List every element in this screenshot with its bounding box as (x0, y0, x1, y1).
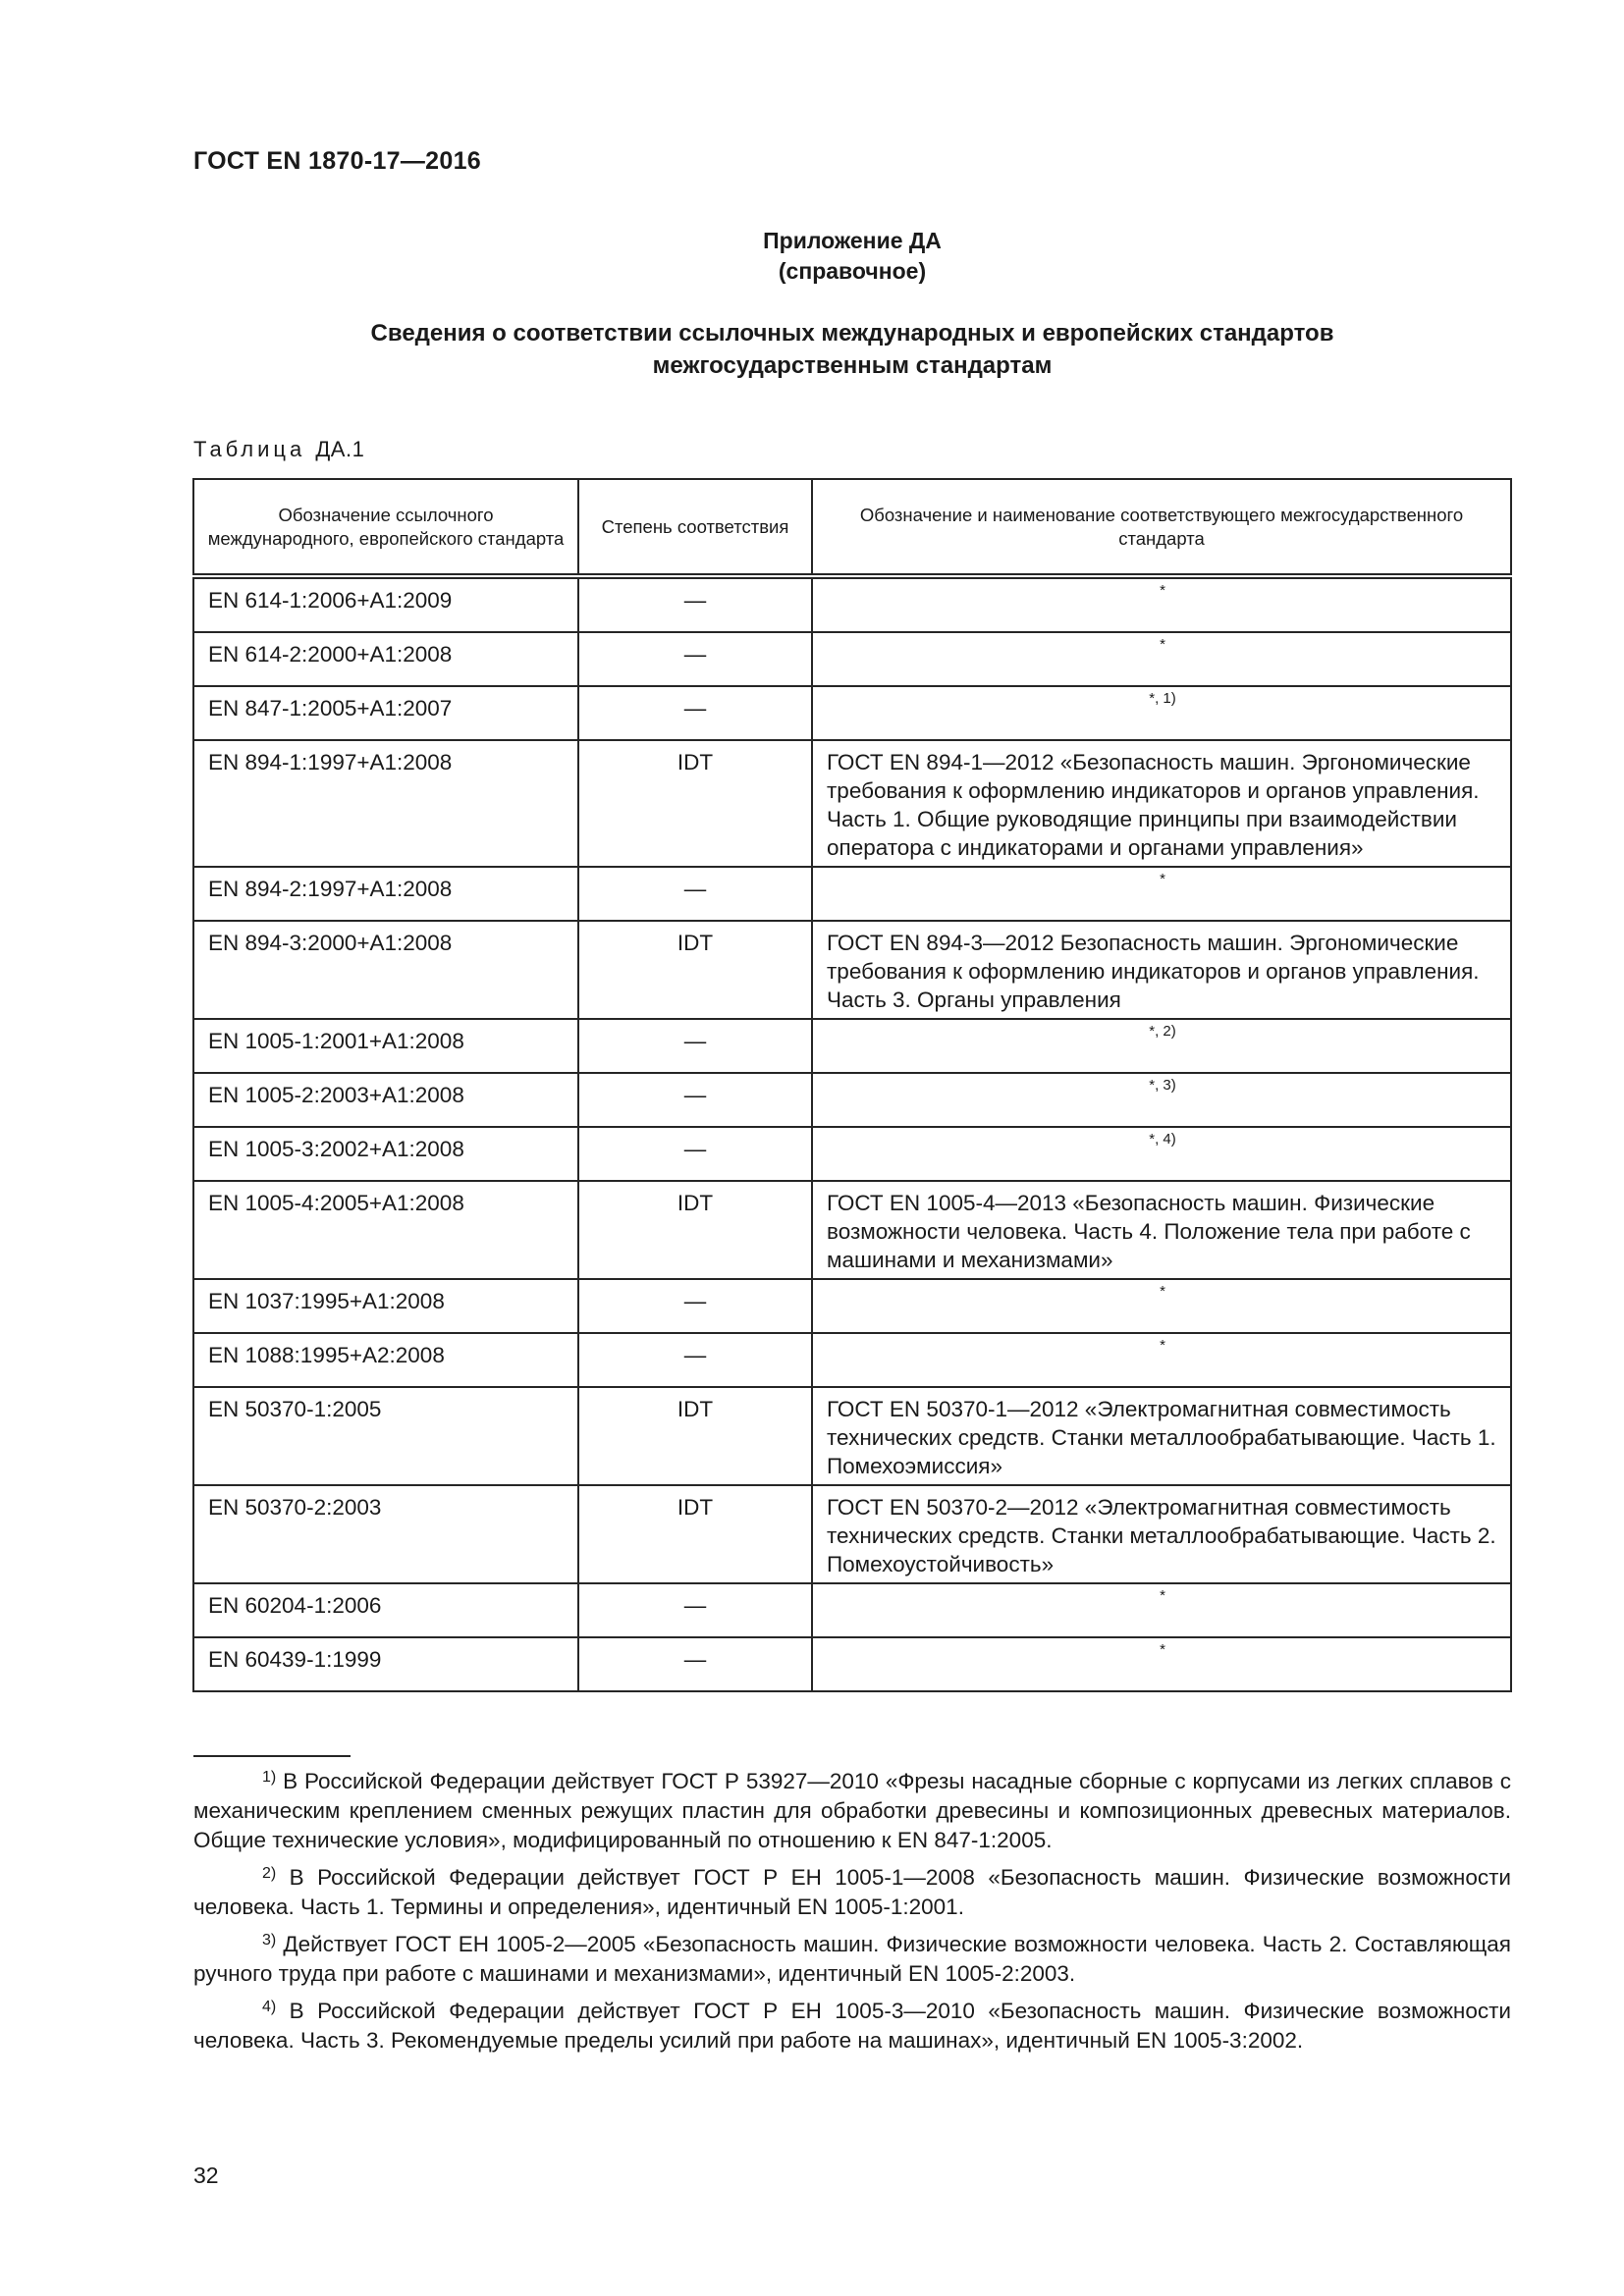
reference-standard-cell: EN 1037:1995+A1:2008 (193, 1279, 578, 1333)
interstate-standard-cell: ГОСТ EN 50370-2—2012 «Электромагнитная совместимость технических средств. Станки металлообрабатывающие. Часть 2. Помехоустойчивость» (812, 1485, 1511, 1583)
reference-standard-cell: EN 1005-2:2003+A1:2008 (193, 1073, 578, 1127)
footnote (193, 1863, 1511, 1922)
header-degree-of-conformity: Степень соответствия (578, 479, 812, 576)
table-row (193, 1485, 1511, 1583)
annex-main-title (193, 317, 1511, 382)
interstate-standard-cell: ГОСТ EN 894-1—2012 «Безопасность машин. Эргономические требования к оформлению индикаторов и органов управления. Часть 1. Общие руководящие принципы при взаимодействии оператора с индикаторами и органами управления» (812, 740, 1511, 867)
interstate-standard-cell: * (812, 1637, 1511, 1691)
degree-cell: — (578, 1583, 812, 1637)
table-row (193, 1387, 1511, 1485)
table-row (193, 576, 1511, 632)
table-row (193, 1127, 1511, 1181)
table-caption-number: ДА.1 (315, 437, 365, 461)
footnote-separator (193, 1755, 351, 1757)
reference-standard-cell: EN 894-1:1997+A1:2008 (193, 740, 578, 867)
reference-standard-cell: EN 50370-1:2005 (193, 1387, 578, 1485)
degree-cell: — (578, 1333, 812, 1387)
interstate-standard-cell: * (812, 1583, 1511, 1637)
table-row (193, 740, 1511, 867)
table-row (193, 1181, 1511, 1279)
document-code: ГОСТ EN 1870-17—2016 (193, 147, 481, 175)
table-row (193, 1279, 1511, 1333)
interstate-standard-cell: ГОСТ EN 894-3—2012 Безопасность машин. Эргономические требования к оформлению индикаторов и органов управления. Часть 3. Органы управления (812, 921, 1511, 1019)
footnote-mark: 2) (262, 1865, 277, 1882)
footnote (193, 1767, 1511, 1855)
main-title-line-2: межгосударственным стандартам (652, 352, 1053, 379)
footnote-text: В Российской Федерации действует ГОСТ Р ЕН 1005-3—2010 «Безопасность машин. Физические возможности человека. Часть 3. Рекомендуемые пределы усилий при работе на машинах», идентичный EN 1005-3:2002. (193, 1999, 1511, 2053)
reference-standard-cell: EN 60439-1:1999 (193, 1637, 578, 1691)
degree-cell: — (578, 1019, 812, 1073)
table-row (193, 1019, 1511, 1073)
degree-cell: IDT (578, 921, 812, 1019)
degree-cell: IDT (578, 1181, 812, 1279)
page-number: 32 (193, 2163, 219, 2188)
annex-title: Приложение ДА (763, 228, 942, 253)
interstate-standard-cell: *, 3) (812, 1073, 1511, 1127)
interstate-standard-cell: * (812, 1279, 1511, 1333)
interstate-standard-cell: * (812, 1333, 1511, 1387)
reference-standard-cell: EN 847-1:2005+A1:2007 (193, 686, 578, 740)
degree-cell: — (578, 1637, 812, 1691)
interstate-standard-cell: *, 4) (812, 1127, 1511, 1181)
table-row (193, 686, 1511, 740)
footnote-mark: 1) (262, 1769, 277, 1786)
interstate-standard-cell: *, 1) (812, 686, 1511, 740)
reference-standard-cell: EN 1005-1:2001+A1:2008 (193, 1019, 578, 1073)
interstate-standard-cell: ГОСТ EN 1005-4—2013 «Безопасность машин. Физические возможности человека. Часть 4. Положение тела при работе с машинами и механизмами» (812, 1181, 1511, 1279)
header-interstate-standard: Обозначение и наименование соответствующего межгосударственного стандарта (812, 479, 1511, 576)
main-title-line-1: Сведения о соответствии ссылочных международных и европейских стандартов (370, 320, 1334, 347)
degree-cell: IDT (578, 1387, 812, 1485)
degree-cell: — (578, 1127, 812, 1181)
footnote-mark: 4) (262, 1999, 277, 2015)
degree-cell: — (578, 867, 812, 921)
footnote-text: В Российской Федерации действует ГОСТ Р ЕН 1005-1—2008 «Безопасность машин. Физические возможности человека. Часть 1. Термины и определения», идентичный EN 1005-1:2001. (193, 1865, 1511, 1919)
footnote-mark: 3) (262, 1932, 277, 1949)
degree-cell: — (578, 632, 812, 686)
footnote-text: В Российской Федерации действует ГОСТ Р 53927—2010 «Фрезы насадные сборные с корпусами из легких сплавов с механическим креплением сменных режущих пластин для обработки древесины и композиционных древесных материалов. Общие технические условия», модифицированный по отношению к EN 847-1:2005. (193, 1769, 1511, 1852)
footnotes (193, 1767, 1511, 2063)
table-row (193, 1637, 1511, 1691)
reference-standard-cell: EN 1005-4:2005+A1:2008 (193, 1181, 578, 1279)
reference-standard-cell: EN 50370-2:2003 (193, 1485, 578, 1583)
degree-cell: — (578, 1279, 812, 1333)
reference-standard-cell: EN 60204-1:2006 (193, 1583, 578, 1637)
footnote (193, 1997, 1511, 2056)
degree-cell: IDT (578, 1485, 812, 1583)
degree-cell: IDT (578, 740, 812, 867)
degree-cell: — (578, 1073, 812, 1127)
table-row (193, 1583, 1511, 1637)
reference-standard-cell: EN 1005-3:2002+A1:2008 (193, 1127, 578, 1181)
interstate-standard-cell: *, 2) (812, 1019, 1511, 1073)
table-caption (193, 437, 364, 462)
degree-cell: — (578, 576, 812, 632)
table-row (193, 921, 1511, 1019)
interstate-standard-cell: * (812, 576, 1511, 632)
footnote-text: Действует ГОСТ ЕН 1005-2—2005 «Безопасность машин. Физические возможности человека. Часть 2. Составляющая ручного труда при работе с машинами и механизмами», идентичный EN 1005-2:2003. (193, 1932, 1511, 1986)
table-body (193, 576, 1511, 1691)
reference-standard-cell: EN 1088:1995+A2:2008 (193, 1333, 578, 1387)
table-row (193, 632, 1511, 686)
reference-standard-cell: EN 614-1:2006+A1:2009 (193, 576, 578, 632)
header-reference-standard: Обозначение ссылочного международного, европейского стандарта (193, 479, 578, 576)
interstate-standard-cell: * (812, 867, 1511, 921)
reference-standard-cell: EN 894-2:1997+A1:2008 (193, 867, 578, 921)
table-row (193, 867, 1511, 921)
table-row (193, 1073, 1511, 1127)
table-caption-label: Таблица (193, 437, 306, 461)
annex-heading (193, 226, 1511, 287)
annex-subtitle: (справочное) (778, 258, 927, 284)
interstate-standard-cell: ГОСТ EN 50370-1—2012 «Электромагнитная совместимость технических средств. Станки металлообрабатывающие. Часть 1. Помехоэмиссия» (812, 1387, 1511, 1485)
degree-cell: — (578, 686, 812, 740)
standards-table (192, 478, 1512, 1692)
interstate-standard-cell: * (812, 632, 1511, 686)
table-header-row (193, 479, 1511, 576)
footnote (193, 1930, 1511, 1989)
reference-standard-cell: EN 894-3:2000+A1:2008 (193, 921, 578, 1019)
table-row (193, 1333, 1511, 1387)
reference-standard-cell: EN 614-2:2000+A1:2008 (193, 632, 578, 686)
